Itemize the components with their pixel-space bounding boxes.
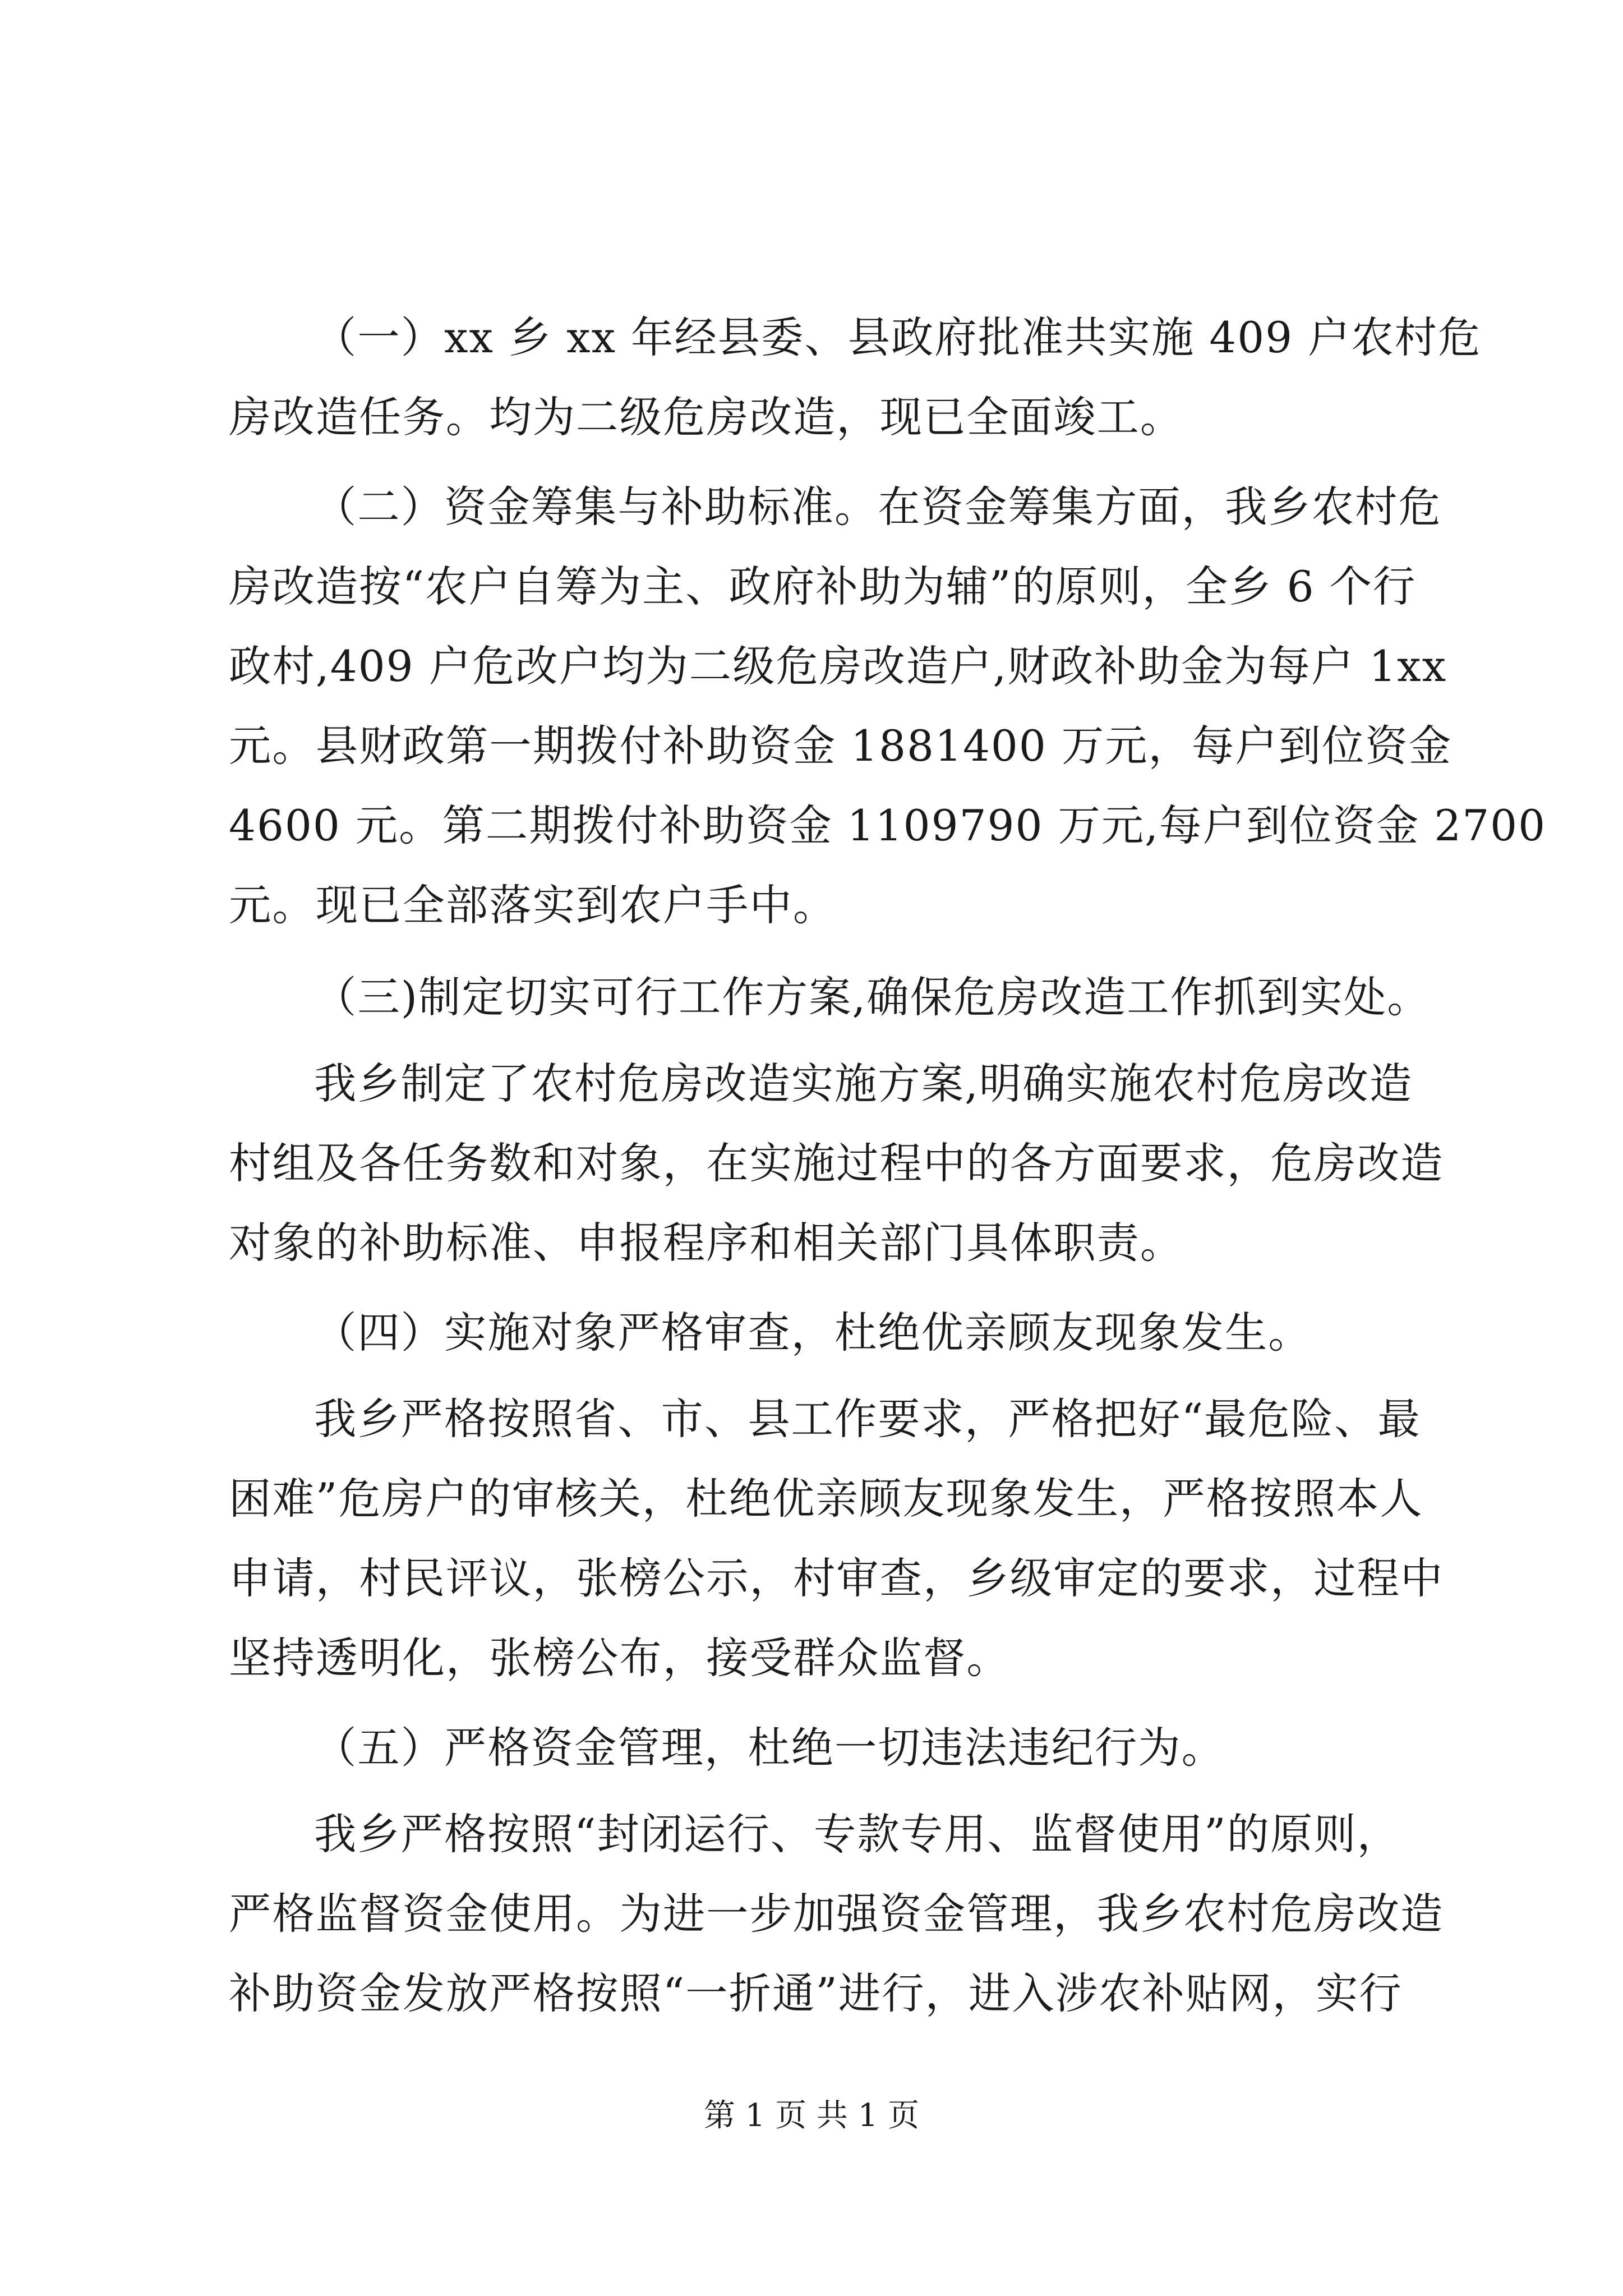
paragraph-line: 困难”危房户的审核关，杜绝优亲顾友现象发生，严格按照本人 (229, 1474, 1423, 1524)
paragraph-line: （二）资金筹集与补助标准。在资金筹集方面，我乡农村危 (314, 482, 1442, 532)
paragraph-line: 补助资金发放严格按照“一折通”进行，进入涉农补贴网，实行 (229, 1968, 1403, 2018)
paragraph-line: 元。现已全部落实到农户手中。 (229, 880, 837, 930)
paragraph-line: 房改造按“农户自筹为主、政府补助为辅”的原则，全乡 6 个行 (229, 562, 1417, 611)
paragraph-line: 政村,409 户危改户均为二级危房改造户,财政补助金为每户 1xx (229, 641, 1447, 691)
paragraph-line: （三)制定切实可行工作方案,确保危房改造工作抓到实处。 (314, 972, 1431, 1022)
paragraph-line: 申请，村民评议，张榜公示，村审查，乡级审定的要求，过程中 (229, 1553, 1444, 1603)
paragraph-line: 村组及各任务数和对象，在实施过程中的各方面要求，危房改造 (229, 1138, 1444, 1188)
paragraph-line: （四）实施对象严格审查，杜绝优亲顾友现象发生。 (314, 1308, 1312, 1358)
paragraph-line: 4600 元。第二期拨付补助资金 1109790 万元,每户到位资金 2700 (229, 800, 1547, 850)
paragraph-line: （五）严格资金管理，杜绝一切违法违纪行为。 (314, 1723, 1225, 1773)
paragraph-line: 我乡严格按照省、市、县工作要求，严格把好“最危险、最 (314, 1394, 1421, 1444)
paragraph-line: 对象的补助标准、申报程序和相关部门具体职责。 (229, 1218, 1184, 1268)
page-footer: 第 1 页 共 1 页 (703, 2097, 920, 2134)
paragraph-line: （一）xx 乡 xx 年经县委、县政府批准共实施 409 户农村危 (314, 312, 1482, 362)
paragraph-line: 坚持透明化，张榜公布，接受群众监督。 (229, 1633, 1010, 1683)
paragraph-line: 严格监督资金使用。为进一步加强资金管理，我乡农村危房改造 (229, 1889, 1444, 1939)
paragraph-line: 房改造任务。均为二级危房改造，现已全面竣工。 (229, 392, 1184, 442)
paragraph-line: 我乡严格按照“封闭运行、专款专用、监督使用”的原则， (314, 1809, 1400, 1859)
paragraph-line: 元。县财政第一期拨付补助资金 1881400 万元，每户到位资金 (229, 721, 1453, 771)
paragraph-line: 我乡制定了农村危房改造实施方案,明确实施农村危房改造 (314, 1059, 1413, 1108)
